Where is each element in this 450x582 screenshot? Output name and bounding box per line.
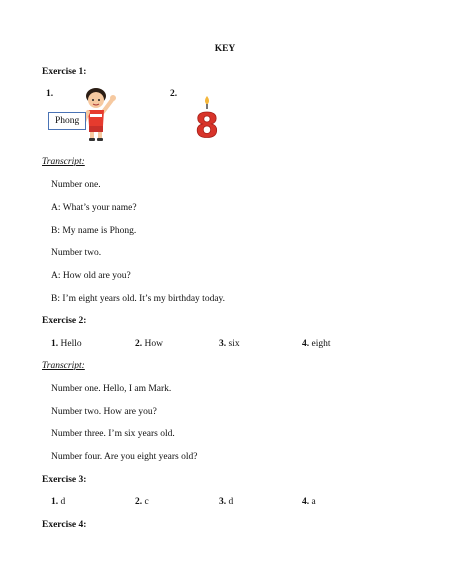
svg-text:8: 8: [195, 106, 219, 140]
exercise-1-heading: Exercise 1:: [42, 67, 87, 77]
ex1-transcript-label: Transcript:: [42, 157, 85, 167]
ex2-transcript-line: Number one. Hello, I am Mark.: [51, 384, 172, 394]
ex3-answer-4: 4. a: [302, 497, 316, 507]
name-label-box: Phong: [48, 112, 86, 130]
ex2-transcript-label: Transcript:: [42, 361, 85, 371]
ex2-transcript-line: Number four. Are you eight years old?: [51, 452, 198, 462]
ex2-transcript-line: Number three. I’m six years old.: [51, 429, 175, 439]
ex3-answer-2: 2. c: [135, 497, 149, 507]
exercise-2-heading: Exercise 2:: [42, 316, 87, 326]
ex1-transcript-line: Number one.: [51, 180, 101, 190]
birthday-candle-icon: [192, 94, 222, 140]
ex2-answer-3: 3. six: [219, 339, 240, 349]
ex1-item-2-number: 2.: [170, 89, 178, 99]
ex1-transcript-line: A: How old are you?: [51, 271, 131, 281]
exercise-4-heading: Exercise 4:: [42, 520, 87, 530]
ex1-transcript-line: A: What’s your name?: [51, 203, 137, 213]
candle-number-text: [195, 106, 219, 140]
ex3-answer-3: 3. d: [219, 497, 234, 507]
ex1-item-1-number: 1.: [46, 89, 54, 99]
page-title: KEY: [214, 44, 236, 54]
ex3-answer-1: 1. d: [51, 497, 66, 507]
ex2-answer-4: 4. eight: [302, 339, 331, 349]
ex2-answer-2: 2. How: [135, 339, 163, 349]
ex1-transcript-line: Number two.: [51, 248, 102, 258]
ex2-transcript-line: Number two. How are you?: [51, 407, 157, 417]
ex2-answer-1: 1. Hello: [51, 339, 82, 349]
ex1-transcript-line: B: My name is Phong.: [51, 226, 137, 236]
exercise-3-heading: Exercise 3:: [42, 475, 87, 485]
ex1-transcript-line: B: I’m eight years old. It’s my birthday today.: [51, 294, 226, 304]
